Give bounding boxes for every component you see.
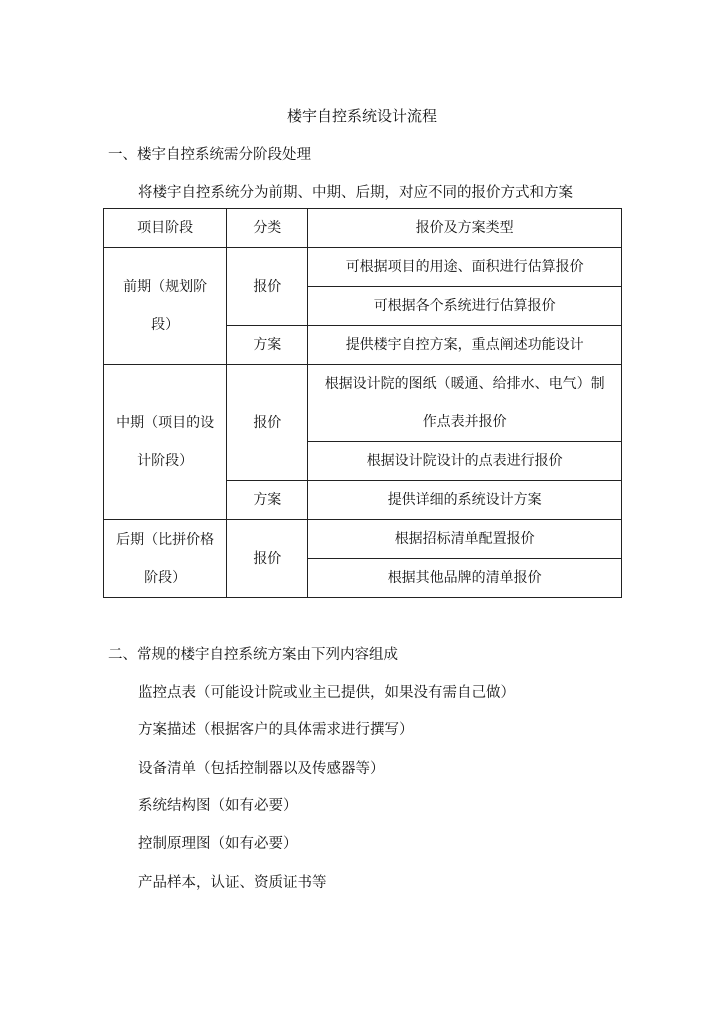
list-item: 产品样本，认证、资质证书等: [138, 875, 327, 891]
list-item: 监控点表（可能设计院或业主已提供，如果没有需自己做）: [138, 685, 515, 701]
early-quote-2: 可根据各个系统进行估算报价: [308, 287, 622, 326]
stage-middle: [104, 365, 227, 520]
stage-early: [104, 248, 227, 365]
stage-middle-label-line2: 计阶段）: [137, 453, 194, 469]
list-item: 系统结构图（如有必要）: [138, 798, 298, 814]
list-item: 方案描述（根据客户的具体需求进行撰写）: [138, 722, 414, 738]
middle-quote-1-line2: 作点表并报价: [422, 414, 507, 430]
header-stage: 项目阶段: [104, 209, 227, 248]
stage-early-label-line1: 前期（规划阶: [123, 279, 208, 295]
stage-late: [104, 520, 227, 598]
table-header-row: [104, 209, 622, 248]
early-quote-category: 报价: [227, 248, 308, 326]
section-1-heading: 一、楼宇自控系统需分阶段处理: [108, 147, 311, 163]
list-item: 控制原理图（如有必要）: [138, 836, 298, 852]
early-plan-1: 提供楼宇自控方案，重点阐述功能设计: [308, 326, 622, 365]
middle-quote-1: [308, 365, 622, 442]
middle-quote-2: 根据设计院设计的点表进行报价: [308, 442, 622, 481]
stage-early-label-line2: 段）: [151, 317, 180, 333]
middle-plan-1: 提供详细的系统设计方案: [308, 481, 622, 520]
early-quote-1: 可根据项目的用途、面积进行估算报价: [308, 248, 622, 287]
middle-plan-category: 方案: [227, 481, 308, 520]
table-row: [104, 520, 622, 559]
early-plan-category: 方案: [227, 326, 308, 365]
table-row: [104, 248, 622, 287]
design-flow-table: [103, 208, 622, 598]
stage-late-label-line2: 阶段）: [144, 569, 187, 586]
document-title: 楼宇自控系统设计流程: [286, 107, 437, 125]
table-row: [104, 365, 622, 442]
section-2-heading: 二、常规的楼宇自控系统方案由下列内容组成: [108, 647, 398, 663]
late-quote-2: 根据其他品牌的清单报价: [308, 559, 622, 598]
middle-quote-category: 报价: [227, 365, 308, 481]
late-quote-1: 根据招标清单配置报价: [308, 520, 622, 559]
section-1-intro: 将楼宇自控系统分为前期、中期、后期，对应不同的报价方式和方案: [138, 185, 573, 201]
stage-middle-label-line1: 中期（项目的设: [116, 415, 215, 431]
late-quote-category: 报价: [227, 520, 308, 598]
stage-late-label-line1: 后期（比拼价格: [116, 531, 215, 548]
header-category: 分类: [227, 209, 308, 248]
middle-quote-1-line1: 根据设计院的图纸（暖通、给排水、电气）制: [324, 376, 605, 392]
list-item: 设备清单（包括控制器以及传感器等）: [138, 761, 385, 777]
header-quote-plan-type: 报价及方案类型: [308, 209, 622, 248]
